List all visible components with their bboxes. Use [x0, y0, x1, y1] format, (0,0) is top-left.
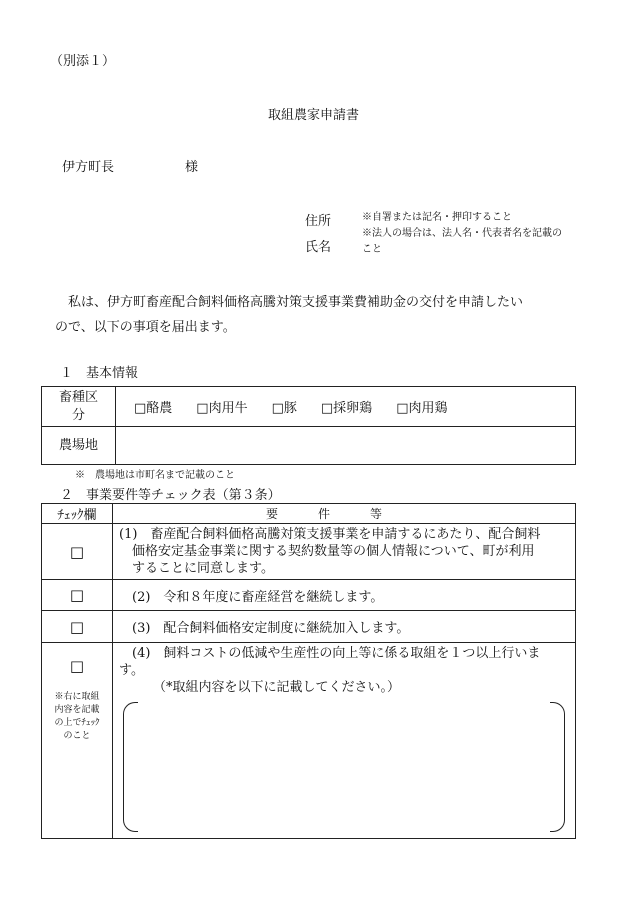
requirement-4-checkbox[interactable]: □ [69, 657, 85, 675]
requirements-table [41, 503, 576, 839]
livestock-row [42, 387, 576, 427]
section2-heading: ２ 事業要件等チェック表（第３条） [60, 488, 281, 503]
corporate-note-line2: こと [362, 244, 382, 255]
requirement-row-4 [42, 643, 576, 839]
right-bracket [550, 702, 565, 832]
requirement-2-text: (2) 令和８年度に畜産経営を継続します。 [113, 580, 576, 611]
check-cell-3 [42, 611, 113, 643]
check-cell-4 [42, 643, 113, 839]
address-label: 住所 [305, 214, 332, 229]
left-bracket [123, 702, 138, 832]
side-note-line1: ※右に取組 [54, 692, 100, 702]
requirement-3-checkbox[interactable]: □ [69, 617, 85, 636]
attachment-label: （別添１） [50, 54, 116, 69]
farm-location-field[interactable] [116, 427, 576, 465]
corporate-note-line1: ※法人の場合は、法人名・代表者名を記載の [362, 228, 562, 239]
requirement-1-line3: することに同意します。 [119, 561, 274, 576]
livestock-label [42, 387, 116, 427]
livestock-options-cell [116, 387, 576, 427]
option-dairy-checkbox[interactable]: □酪農 [134, 401, 173, 416]
livestock-label-line2: 分 [71, 407, 85, 423]
check-cell-2 [42, 580, 113, 611]
requirements-header-row [42, 504, 576, 524]
option-beef-cattle-checkbox[interactable]: □肉用牛 [196, 401, 248, 416]
requirement-4-side-note [42, 691, 112, 743]
initiative-content-field[interactable] [123, 702, 565, 832]
requirement-row-3 [42, 611, 576, 643]
body-text-line2: ので、以下の事項を届出ます。 [55, 320, 236, 335]
requirement-row-1 [42, 524, 576, 580]
body-text-line1: 私は、伊方町畜産配合飼料価格高騰対策支援事業費補助金の交付を申請したい [55, 295, 524, 310]
requirement-4-line1: (4) 飼料コストの低減や生産性の向上等に係る取組を１つ以上行いま [119, 646, 541, 661]
livestock-label-line1: 畜種区 [58, 389, 98, 405]
requirement-1-text [113, 524, 576, 580]
option-broiler-checkbox[interactable]: □肉用鶏 [396, 401, 448, 416]
side-note-line2: 内容を記載 [54, 705, 100, 715]
addressee-name: 伊方町長 [62, 160, 115, 175]
requirement-row-2 [42, 580, 576, 611]
signature-note: ※自署または記名・押印すること [362, 212, 512, 223]
requirement-4-line2: す。 [119, 663, 144, 678]
section1-heading: １ 基本情報 [60, 366, 139, 381]
requirement-4-text [113, 643, 576, 839]
addressee-honorific: 様 [185, 160, 199, 175]
requirement-3-text: (3) 配合飼料価格安定制度に継続加入します。 [113, 611, 576, 643]
farm-location-label: 農場地 [42, 427, 116, 465]
check-column-header: ﾁｪｯｸ欄 [42, 504, 113, 524]
option-pig-checkbox[interactable]: □豚 [271, 401, 297, 416]
side-note-line4: のこと [63, 731, 91, 741]
option-layer-chicken-checkbox[interactable]: □採卵鶏 [320, 401, 373, 416]
farm-location-footnote: ※ 農場地は市町名まで記載のこと [75, 470, 235, 481]
requirement-2-checkbox[interactable]: □ [69, 586, 85, 604]
name-label: 氏名 [305, 240, 332, 255]
requirement-4-line3: （*取組内容を以下に記載してください。） [153, 680, 401, 695]
document-title: 取組農家申請書 [268, 108, 360, 123]
side-note-line3: の上でﾁｪｯｸ [54, 718, 100, 728]
requirements-column-header: 要件等 [113, 504, 576, 524]
basic-info-table [41, 386, 576, 465]
requirement-1-line1: (1) 畜産配合飼料価格高騰対策支援事業を申請するにあたり、配合飼料 [119, 527, 541, 542]
requirement-1-line2: 価格安定基金事業に関する契約数量等の個人情報について、町が利用 [119, 544, 535, 559]
farm-location-row [42, 427, 576, 465]
requirement-1-checkbox[interactable]: □ [69, 542, 85, 561]
check-cell-1 [42, 524, 113, 580]
